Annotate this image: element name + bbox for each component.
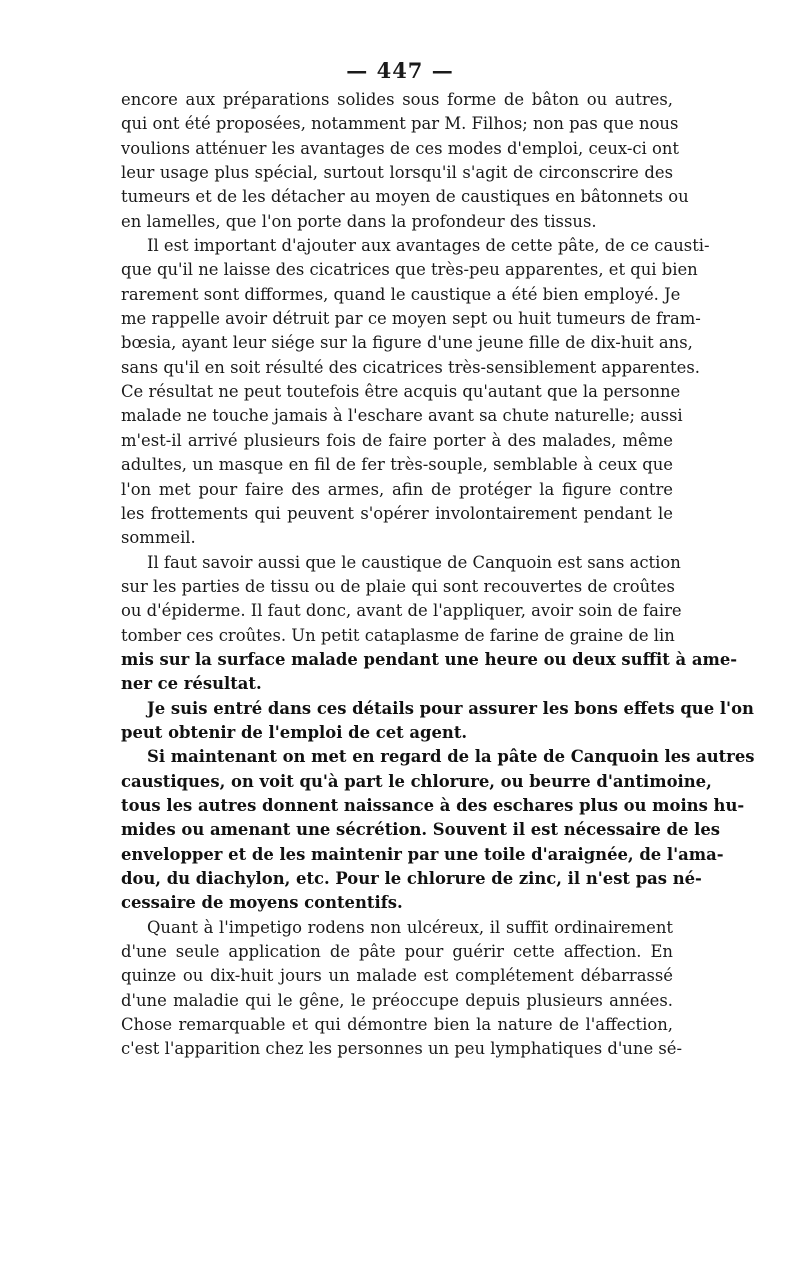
text-line: Ce résultat ne peut toutefois être acquis qu'autant que la personne [121,382,681,402]
text-line: tomber ces croûtes. Un petit cataplasme de farine de graine de lin [121,625,675,645]
text-line: l'on met pour faire des armes, afin de protéger la figure contre [121,479,673,499]
text-line: Je suis entré dans ces détails pour assurer les bons effets que l'on [147,698,754,718]
text-line: voulions atténuer les avantages de ces modes d'emploi, ceux-ci ont [121,138,680,158]
text-line: me rappelle avoir détruit par ce moyen sept ou huit tumeurs de fram- [121,309,701,329]
text-line: mis sur la surface malade pendant une heure ou deux suffit à ame- [121,649,738,669]
text-line: envelopper et de les maintenir par une toile d'araignée, de l'ama- [121,844,724,864]
text-line: sommeil. [121,528,196,548]
text-line: que qu'il ne laisse des cicatrices que très-peu apparentes, et qui bien [121,260,698,280]
text-line: tumeurs et de les détacher au moyen de caustiques en bâtonnets ou [121,187,689,207]
text-line: ou d'épiderme. Il faut donc, avant de l'appliquer, avoir soin de faire [121,601,682,621]
body-text [121,88,755,1062]
text-line: en lamelles, que l'on porte dans la profondeur des tissus. [121,211,597,231]
text-line: caustiques, on voit qu'à part le chlorure, ou beurre d'antimoine, [121,771,712,791]
text-line: tous les autres donnent naissance à des eschares plus ou moins hu- [121,795,745,815]
text-line: adultes, un masque en fil de fer très-souple, semblable à ceux que [121,455,673,475]
text-line: m'est-il arrivé plusieurs fois de faire porter à des malades, même [121,430,673,450]
text-line: bœsia, ayant leur siége sur la figure d'une jeune fille de dix-huit ans, [121,333,693,353]
text-line: qui ont été proposées, notamment par M. Filhos; non pas que nous [121,114,679,134]
text-line: sur les parties de tissu ou de plaie qui sont recouvertes de croûtes [121,576,675,596]
text-line: Si maintenant on met en regard de la pâte de Canquoin les autres [147,747,755,767]
text-line: mides ou amenant une sécrétion. Souvent il est nécessaire de les [121,820,721,840]
text-line: dou, du diachylon, etc. Pour le chlorure de zinc, il n'est pas né- [121,869,702,888]
text-line: sans qu'il en soit résulté des cicatrices très-sensiblement apparentes. [121,357,700,377]
text-line: malade ne touche jamais à l'eschare avant sa chute naturelle; aussi [121,406,683,426]
text-line: Quant à l'impetigo rodens non ulcéreux, il suffit ordinairement [147,917,673,937]
text-line: Il est important d'ajouter aux avantages de cette pâte, de ce causti- [147,236,710,256]
text-line: Chose remarquable et qui démontre bien la nature de l'affection, [121,1015,673,1035]
text-line: rarement sont difformes, quand le caustique a été bien employé. Je [121,284,681,304]
text-line: quinze ou dix-huit jours un malade est complétement débarrassé [121,966,673,986]
text-line: c'est l'apparition chez les personnes un peu lymphatiques d'une sé- [121,1039,683,1059]
text-line: d'une seule application de pâte pour guérir cette affection. En [121,942,673,962]
text-line: peut obtenir de l'emploi de cet agent. [121,722,468,742]
text-line: encore aux préparations solides sous forme de bâton ou autres, [121,90,673,109]
text-line: ner ce résultat. [121,674,262,694]
text-line: les frottements qui peuvent s'opérer involontairement pendant le [121,503,673,523]
text-line: cessaire de moyens contentifs. [121,893,403,913]
text-line: leur usage plus spécial, surtout lorsqu'il s'agit de circonscrire des [121,163,673,183]
page-number: — 447 — [346,58,454,83]
text-line: d'une maladie qui le gêne, le préoccupe depuis plusieurs années. [121,990,673,1010]
text-line: Il faut savoir aussi que le caustique de Canquoin est sans action [147,552,681,572]
